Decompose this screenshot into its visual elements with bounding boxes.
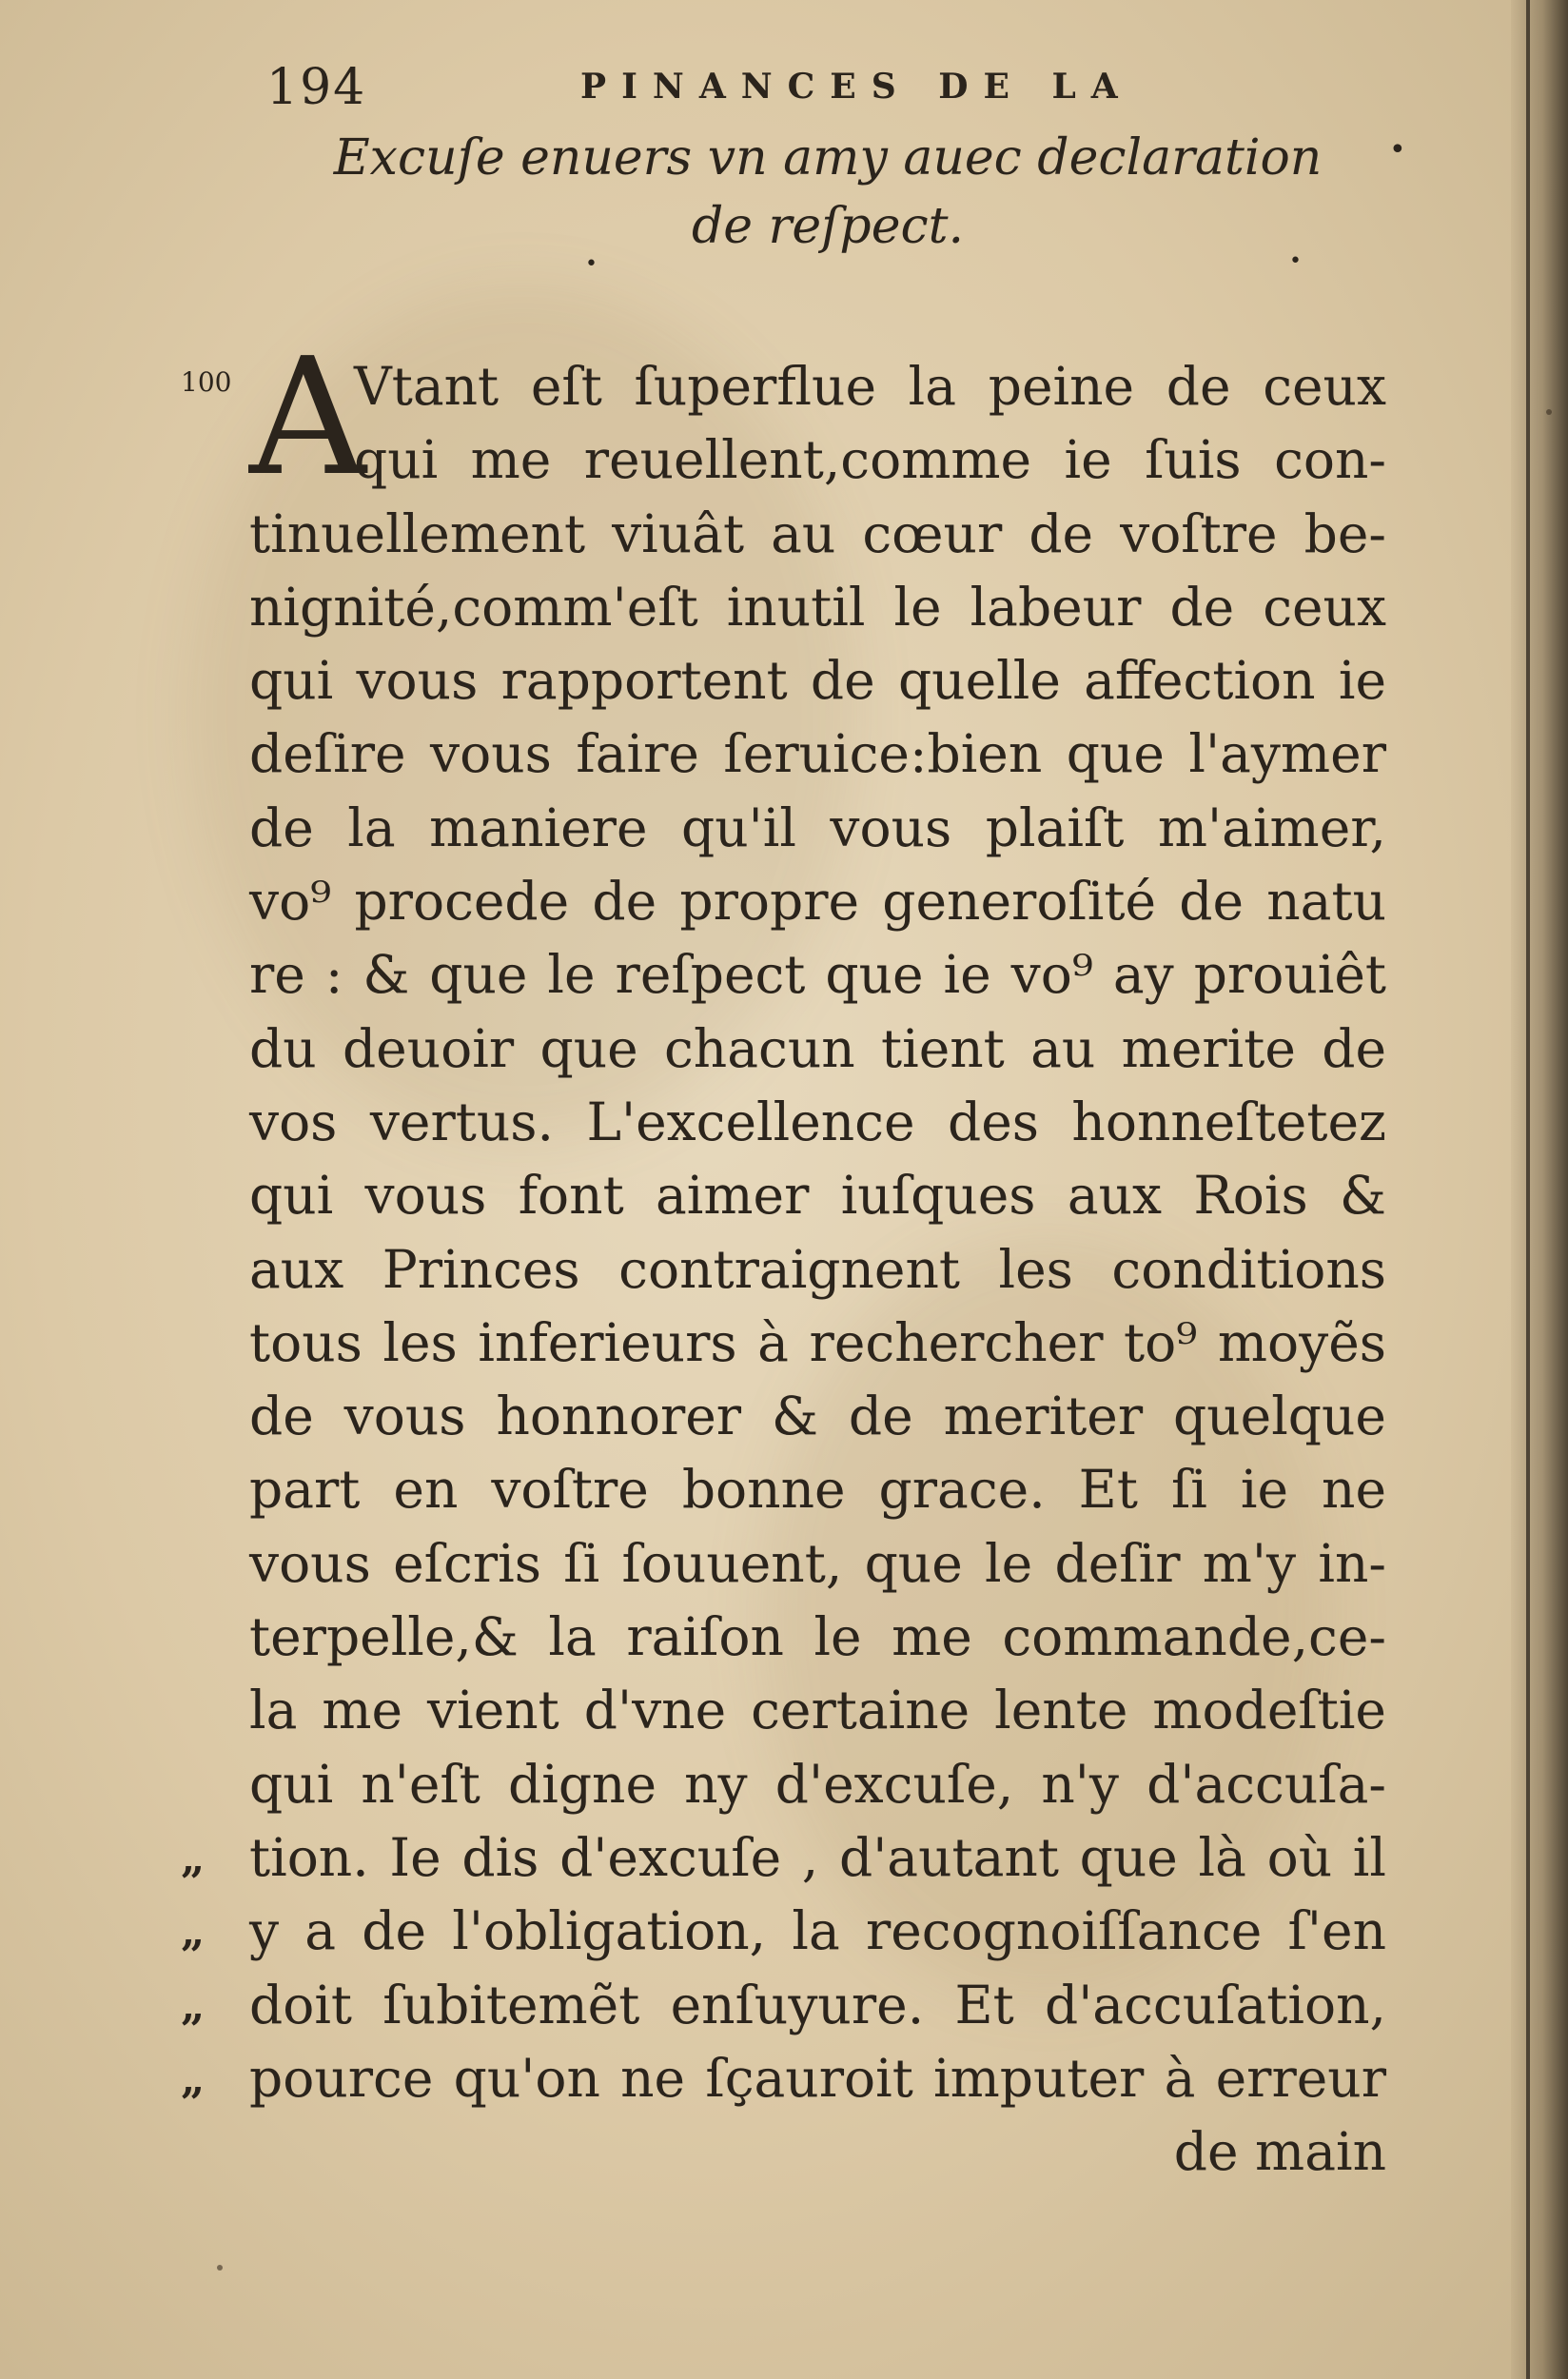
text-line: pource qu'on ne ſçauroit imputer à erreur [249,2047,1386,2109]
text-line: deſire vous faire ſeruice:bien que l'aymer [249,723,1386,785]
heading-line-1: Excuſe enuers vn amy auec declaration [333,129,1323,187]
text-line: nignité,comm'eſt inutil le labeur de ceux [249,576,1386,638]
page-gutter [1511,0,1568,2379]
text-line: part en voſtre bonne grace. Et ſi ie ne [249,1459,1386,1521]
text-line: doit ſubitemẽt enſuyure. Et d'accuſation, [249,1974,1386,2035]
text-line: y a de l'obligation, la recognoiſſance ſ'en [249,1900,1386,1962]
text-line: vous eſcris ſi ſouuent, que le deſir m'y in- [249,1532,1386,1594]
text-line: Vtant eſt ſuperflue la peine de ceux [354,356,1386,417]
text-line: de main [1173,2121,1386,2183]
text-line: de la maniere qu'il vous plaiſt m'aimer, [249,796,1386,858]
ink-speck [217,2265,223,2271]
text-line: tinuellement viuât au cœur de voſtre be- [249,502,1386,564]
text-line: qui n'eſt digne ny d'excuſe, n'y d'accuſa- [249,1753,1386,1815]
text-line: tion. Ie dis d'excuſe , d'autant que là où il [249,1826,1386,1888]
text-line: vo⁹ procede de propre generoſité de natu [249,871,1386,933]
text-line: terpelle,& la raiſon le me commande,ce- [249,1606,1386,1668]
text-line: du deuoir que chacun tient au merite de [249,1017,1386,1079]
ink-dot: • [1289,249,1302,273]
text-line: re : & que le reſpect que ie vo⁹ ay prouiêt [249,944,1386,1006]
text-line: qui vous font aimer iuſques aux Rois & [249,1165,1386,1227]
marginal-quote-mark: „ [181,1908,206,1956]
running-title: PINANCES DE LA [580,67,1133,107]
text-line: tous les inferieurs à rechercher to⁹ moyẽs [249,1311,1386,1373]
ink-dot: • [1389,133,1406,167]
body-text [249,350,1386,2189]
text-line: vos vertus. L'excellence des honneſtetez [249,1091,1386,1152]
text-line: aux Princes contraignent les conditions [249,1238,1386,1300]
text-line: qui vous rapportent de quelle affection ie [249,650,1386,712]
marginal-quote-mark: „ [181,2055,206,2104]
marginal-quote-mark: „ [181,1982,206,2031]
drop-cap: A [249,324,366,512]
page-number: 194 [266,59,367,116]
heading-line-2: de reſpect. [691,198,965,255]
marginal-quote-mark: „ [181,1835,206,1883]
text-line: de vous honnorer & de meriter quelque [249,1386,1386,1447]
ink-dot: • [585,252,598,276]
gutter-edge [1526,0,1530,2379]
text-line: qui me reuellent,comme ie ſuis con- [354,429,1386,491]
section-heading [285,124,1370,261]
running-head [266,59,1142,116]
ink-speck [1546,409,1552,415]
text-line: la me vient d'vne certaine lente modeſtie [249,1680,1386,1741]
margin-number: 100 [181,366,232,398]
